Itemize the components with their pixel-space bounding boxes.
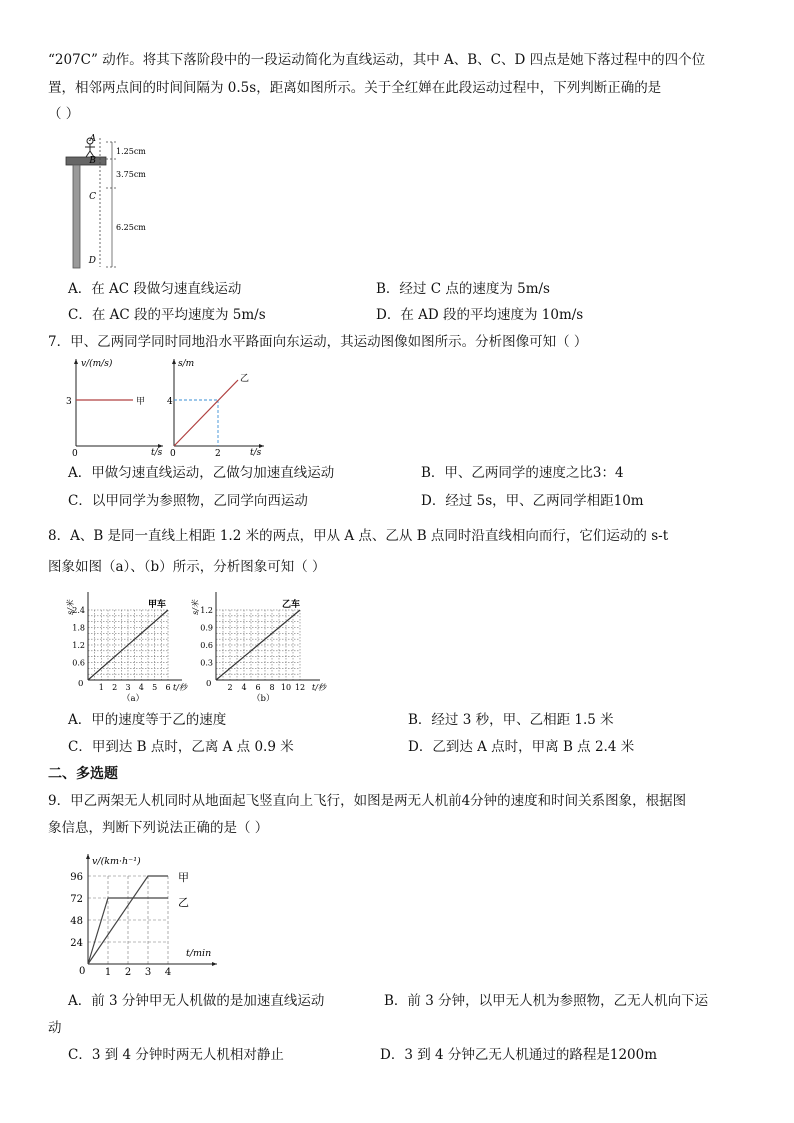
q6-option-d: D．在 AD 段的平均速度为 10m/s [376, 307, 584, 323]
q8-chart-b [188, 586, 338, 704]
y-tick-label: 0.9 [200, 623, 213, 633]
q9-option-a: A．前 3 分钟甲无人机做的是加速直线运动 [68, 993, 325, 1009]
y-tick-label: 72 [70, 894, 83, 905]
q8-chart-a [64, 586, 187, 704]
x-tick-label: 12 [294, 683, 306, 692]
series-label-yi: 乙 [240, 374, 250, 384]
point-b-label: B [89, 156, 96, 166]
y-axis-label: v/(km·h⁻¹) [92, 856, 141, 867]
point-d-label: D [88, 256, 96, 266]
series-line-yi [174, 380, 238, 446]
x-axis-label: t/秒 [312, 683, 326, 692]
x-tick-label: 8 [269, 683, 275, 692]
q9-option-c: C．3 到 4 分钟时两无人机相对静止 [68, 1047, 284, 1063]
x-tick-label: 2 [124, 967, 132, 978]
origin-label: 0 [206, 679, 212, 689]
x-tick-label: 2 [227, 683, 233, 692]
x-axis-label: t/min [186, 948, 212, 959]
distance-cd-label: 6.25cm [116, 223, 146, 232]
q7-stem: 7．甲、乙两同学同时同地沿水平路面向东运动，其运动图像如图所示。分析图像可知（ ） [48, 334, 588, 350]
y-tick-label: 1.8 [72, 623, 85, 633]
x-tick-label: 3 [144, 967, 152, 978]
q9-chart [62, 850, 222, 978]
q6-stem-line2: 置，相邻两点间的时间间隔为 0.5s，距离如图所示。关于全红婵在此段运动过程中，下列判断正确的是 [48, 80, 662, 96]
grid [88, 876, 168, 964]
q9-option-d: D．3 到 4 分钟乙无人机通过的路程是1200m [380, 1047, 658, 1063]
x-tick-label: 2 [112, 683, 118, 692]
x-tick-label: 1 [98, 683, 104, 692]
point-a-label: A [89, 134, 96, 144]
q8-option-c: C．甲到达 B 点时，乙离 A 点 0.9 米 [68, 739, 294, 755]
y-tick-label: 0.6 [200, 641, 213, 650]
q7-chart-jia [60, 354, 170, 458]
x-tick-label: 2 [215, 449, 221, 459]
q7-chart-yi [166, 354, 276, 458]
y-tick-label: 1.2 [200, 606, 213, 615]
chart-title: 乙车 [282, 600, 301, 610]
y-tick-label: 48 [70, 916, 83, 927]
x-axis-label: t/秒 [173, 683, 187, 692]
point-c-label: C [89, 192, 96, 202]
x-axis-label: t/s [250, 448, 262, 458]
y-tick-label: 24 [70, 938, 83, 949]
series-label-jia: 甲 [136, 397, 146, 407]
origin-label: 0 [170, 449, 176, 459]
origin-label: 0 [72, 449, 78, 459]
q7-option-d: D．经过 5s，甲、乙两同学相距10m [421, 493, 644, 509]
y-axis-label: s/m [178, 359, 195, 369]
y-axis-label: s/米 [191, 600, 200, 615]
platform-pillar [73, 165, 80, 268]
y-tick-label: 96 [70, 872, 83, 883]
y-tick-label: 0.3 [200, 658, 213, 668]
q9-stem-line1: 9．甲乙两架无人机同时从地面起飞竖直向上飞行，如图是两无人机前4分钟的速度和时间关系图象，根据图 [48, 793, 687, 809]
q9-stem-line2: 象信息，判断下列说法正确的是（ ） [48, 820, 269, 836]
y-tick-label: 4 [167, 397, 173, 407]
x-axis-label: t/s [151, 448, 163, 458]
x-tick-label: 6 [165, 683, 171, 692]
series-label-yi: 乙 [178, 896, 189, 909]
x-tick-label: 3 [125, 683, 131, 692]
origin-label: 0 [78, 679, 84, 689]
q8-option-a: A．甲的速度等于乙的速度 [68, 712, 227, 728]
q6-option-b: B．经过 C 点的速度为 5m/s [376, 281, 550, 297]
x-tick-label: 4 [138, 683, 144, 692]
q6-stem-line1: “207C” 动作。将其下落阶段中的一段运动简化为直线运动，其中 A、B、C、D 四点是她下落过程中的四个位 [48, 52, 706, 68]
q8-stem-line2: 图象如图（a）、（b）所示，分析图象可知（ ） [48, 559, 326, 575]
q8-stem-line1: 8．A、B 是同一直线上相距 1.2 米的两点，甲从 A 点、乙从 B 点同时沿直线相向而行，它们运动的 s-t [48, 528, 669, 544]
q8-option-b: B．经过 3 秒，甲、乙相距 1.5 米 [408, 712, 614, 728]
y-tick-label: 3 [66, 397, 72, 407]
distance-ab-label: 1.25cm [116, 147, 146, 156]
q6-option-a: A．在 AC 段做匀速直线运动 [68, 281, 242, 297]
q7-option-c: C．以甲同学为参照物，乙同学向西运动 [68, 493, 308, 509]
q6-answer-paren: （ ） [48, 106, 80, 122]
x-tick-label: 10 [280, 683, 292, 692]
q8-option-d: D．乙到达 A 点时，甲离 B 点 2.4 米 [408, 739, 635, 755]
q9-option-b-continued: 动 [48, 1020, 62, 1036]
chart-caption: （a） [122, 694, 145, 704]
x-tick-label: 6 [255, 683, 261, 692]
q6-diving-figure [60, 130, 170, 272]
q6-option-c: C．在 AC 段的平均速度为 5m/s [68, 307, 266, 323]
distance-bc-label: 3.75cm [116, 170, 146, 179]
section-heading: 二、多选题 [48, 766, 118, 782]
y-axis-label: s/米 [66, 600, 75, 615]
q9-option-b: B．前 3 分钟，以甲无人机为参照物，乙无人机向下运 [384, 993, 709, 1009]
origin-label: 0 [79, 966, 86, 977]
y-tick-label: 1.2 [72, 641, 85, 650]
y-axis-label: v/(m/s) [81, 359, 113, 369]
x-tick-label: 1 [104, 967, 112, 978]
q7-option-a: A．甲做匀速直线运动，乙做匀加速直线运动 [68, 465, 335, 481]
q7-option-b: B．甲、乙两同学的速度之比3：4 [421, 465, 624, 481]
chart-caption: （b） [252, 694, 275, 704]
y-tick-label: 2.4 [72, 606, 85, 615]
series-label-jia: 甲 [178, 871, 189, 884]
x-tick-label: 4 [164, 967, 172, 978]
x-tick-label: 4 [241, 683, 247, 692]
y-tick-label: 0.6 [72, 658, 85, 668]
chart-title: 甲车 [148, 600, 167, 610]
x-tick-label: 5 [152, 683, 158, 692]
